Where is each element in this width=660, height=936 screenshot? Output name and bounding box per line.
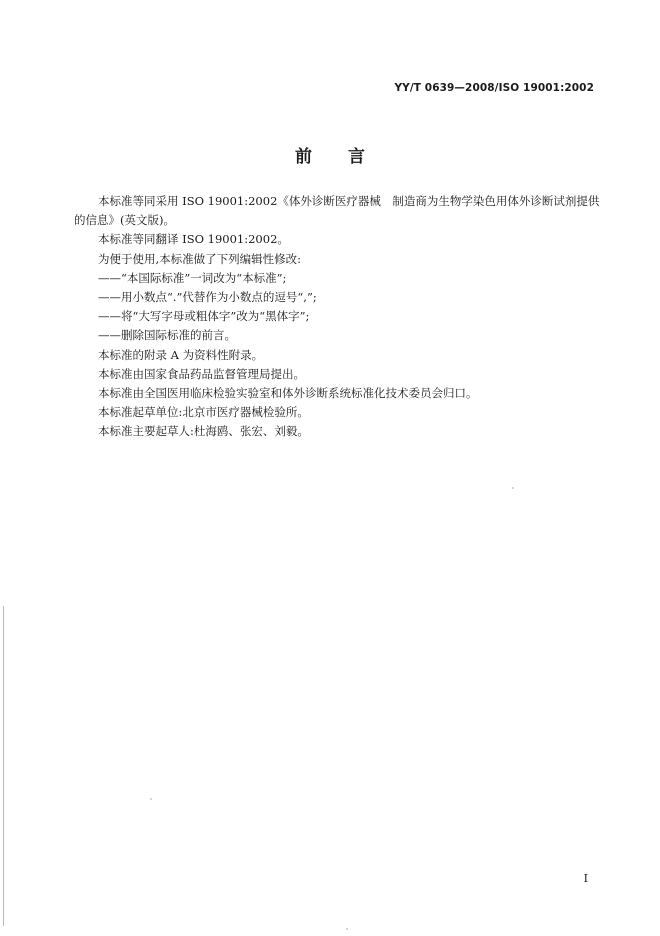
paragraph-drafting-unit: 本标准起草单位:北京市医疗器械检验所。 [98,405,309,420]
paragraph-drafters: 本标准主要起草人:杜海鸥、张宏、刘毅。 [98,424,309,439]
paragraph-edits-intro: 为便于使用,本标准做了下列编辑性修改: [98,251,302,266]
preface-body [74,192,602,442]
list-item-edit-1: ——“本国际标准”一词改为“本标准”; [98,270,287,285]
standard-number: YY/T 0639—2008/ISO 19001:2002 [394,82,594,94]
list-item-edit-4: ——删除国际标准的前言。 [98,328,236,343]
scan-margin-line [3,606,4,926]
paragraph-adoption-line1: 本标准等同采用 ISO 19001:2002《体外诊断医疗器械 制造商为生物学染色用体外诊断试剂提供 [98,194,600,208]
scan-speck [512,487,514,489]
scan-speck [346,928,348,930]
list-item-edit-3: ——将“大写字母或粗体字”改为“黑体字”; [98,309,310,324]
page-title: 前言 [295,147,401,167]
paragraph-committee: 本标准由全国医用临床检验实验室和体外诊断系统标准化技术委员会归口。 [98,386,478,401]
paragraph-annex: 本标准的附录 A 为资料性附录。 [98,347,264,362]
page-number: I [583,872,588,885]
list-item-edit-2: ——用小数点“.”代替作为小数点的逗号“,”; [98,290,317,305]
paragraph-proposer: 本标准由国家食品药品监督管理局提出。 [98,366,305,381]
paragraph-translation: 本标准等同翻译 ISO 19001:2002。 [98,232,289,247]
scan-speck [150,798,152,800]
paragraph-adoption-line2: 的信息》(英文版)。 [74,213,175,228]
